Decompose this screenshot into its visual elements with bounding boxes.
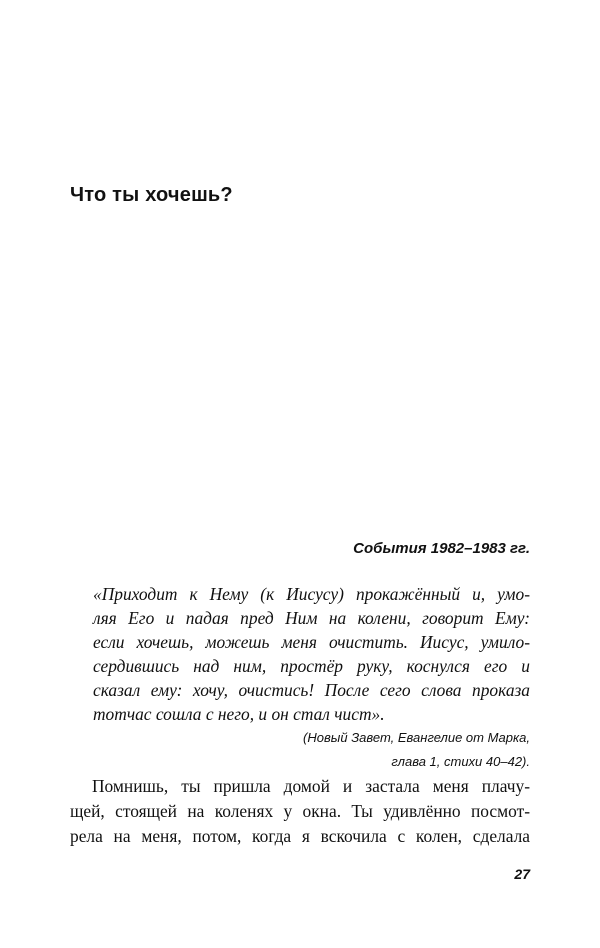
epigraph-line: тотчас сошла с него, и он стал чист». xyxy=(93,704,385,724)
epigraph-line: сердившись над ним, простёр руку, коснулся его и xyxy=(93,656,530,676)
body-paragraph-line: Помнишь, ты пришла домой и застала меня плачу- xyxy=(92,776,530,796)
epigraph-citation: (Новый Завет, Евангелие от Марка, xyxy=(303,730,530,745)
epigraph-line: если хочешь, можешь меня очистить. Иисус, умило- xyxy=(93,632,530,652)
event-date: События 1982–1983 гг. xyxy=(353,540,530,557)
body-paragraph-line: щей, стоящей на коленях у окна. Ты удивлённо посмот- xyxy=(70,801,530,821)
epigraph-line: сказал ему: хочу, очистись! После сего слова проказа xyxy=(93,680,530,700)
epigraph-line: «Приходит к Нему (к Иисусу) прокажённый и, умо- xyxy=(93,584,530,604)
body-paragraph-line: рела на меня, потом, когда я вскочила с колен, сделала xyxy=(70,826,530,846)
chapter-title: Что ты хочешь? xyxy=(70,184,233,206)
epigraph-line: ляя Его и падая пред Ним на колени, говорит Ему: xyxy=(93,608,530,628)
page-number: 27 xyxy=(514,866,530,882)
body-text xyxy=(70,774,530,849)
epigraph-citation: глава 1, стихи 40–42). xyxy=(391,754,530,769)
epigraph xyxy=(93,582,530,774)
